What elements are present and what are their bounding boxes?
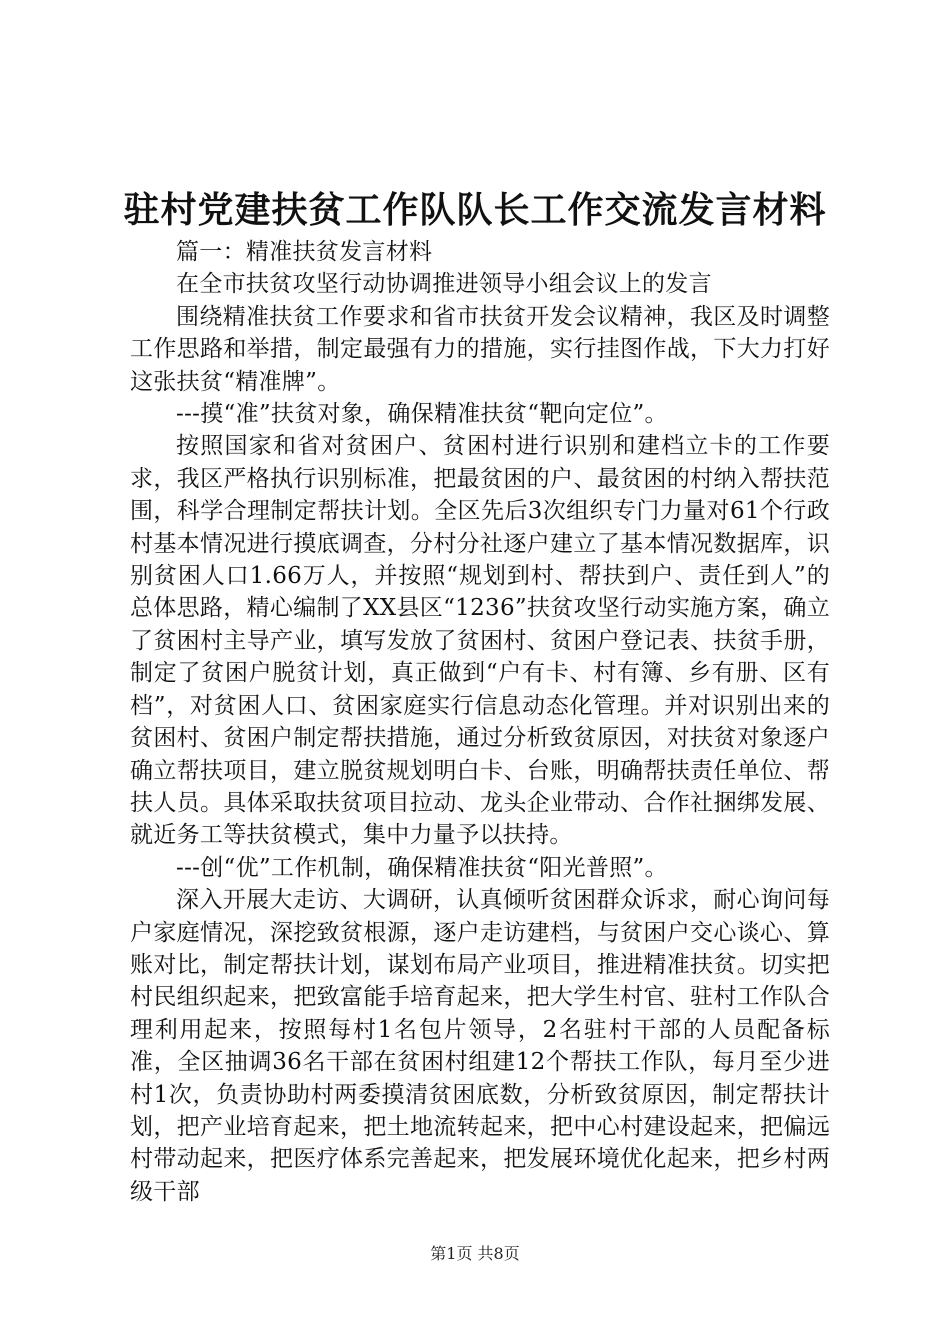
point-heading: ---摸“准”扶贫对象，确保精准扶贫“靶向定位”。 [176,401,668,428]
section-heading: 篇一：精准扶贫发言材料 [176,239,433,265]
body-paragraph: 按照国家和省对贫困户、贫困村进行识别和建档立卡的工作要求，我区严格执行识别标准，把最贫困的户、最贫困的村纳入帮扶范围，科学合理制定帮扶计划。全区先后3次组织专门力量对61个行政村基本情况进行摸底调查，分村分社逐户建立了基本情况数据库，识别贫困人口1.66万人，并按照“规划到村、帮扶到户、责任到人”的总体思路，精心编制了XX县区“1236”扶贫攻坚行动实施方案，确立了贫困村主导产业，填写发放了贫困村、贫困户登记表、扶贫手册，制定了贫困户脱贫计划，真正做到“户有卡、村有簿、乡有册、区有档”，对贫困人口、贫困家庭实行信息动态化管理。并对识别出来的贫困村、贫困户制定帮扶措施，通过分析致贫原因，对扶贫对象逐户确立帮扶项目，建立脱贫规划明白卡、台账，明确帮扶责任单位、帮扶人员。具体采取扶贫项目拉动、龙头企业带动、合作社捆绑发展、就近务工等扶贫模式，集中力量予以扶持。 [130,433,830,849]
body-paragraph: 深入开展大走访、大调研，认真倾听贫困群众诉求，耐心询问每户家庭情况，深挖致贫根源，逐户走访建档，与贫困户交心谈心、算账对比，制定帮扶计划，谋划布局产业项目，推进精准扶贫。切实把村民组织起来，把致富能手培育起来，把大学生村官、驻村工作队合理利用起来，按照每村1名包片领导，2名驻村干部的人员配备标准，全区抽调36名干部在贫困村组建12个帮扶工作队，每月至少进村1次，负责协助村两委摸清贫困底数，分析致贫原因，制定帮扶计划，把产业培育起来，把土地流转起来，把中心村建设起来，把偏远村带动起来，把医疗体系完善起来，把发展环境优化起来，把乡村两级干部 [130,887,830,1205]
document-body [130,236,830,1208]
page-number-footer: 第1页 共8页 [430,1244,520,1263]
document-title: 驻村党建扶贫工作队队长工作交流发言材料 [123,189,827,231]
point-heading: ---创“优”工作机制，确保精准扶贫“阳光普照”。 [176,854,668,881]
speech-subtitle: 在全市扶贫攻坚行动协调推进领导小组会议上的发言 [176,271,712,298]
body-paragraph: 围绕精准扶贫工作要求和省市扶贫开发会议精神，我区及时调整工作思路和举措，制定最强有力的措施，实行挂图作战，下大力打好这张扶贫“精准牌”。 [130,303,830,395]
